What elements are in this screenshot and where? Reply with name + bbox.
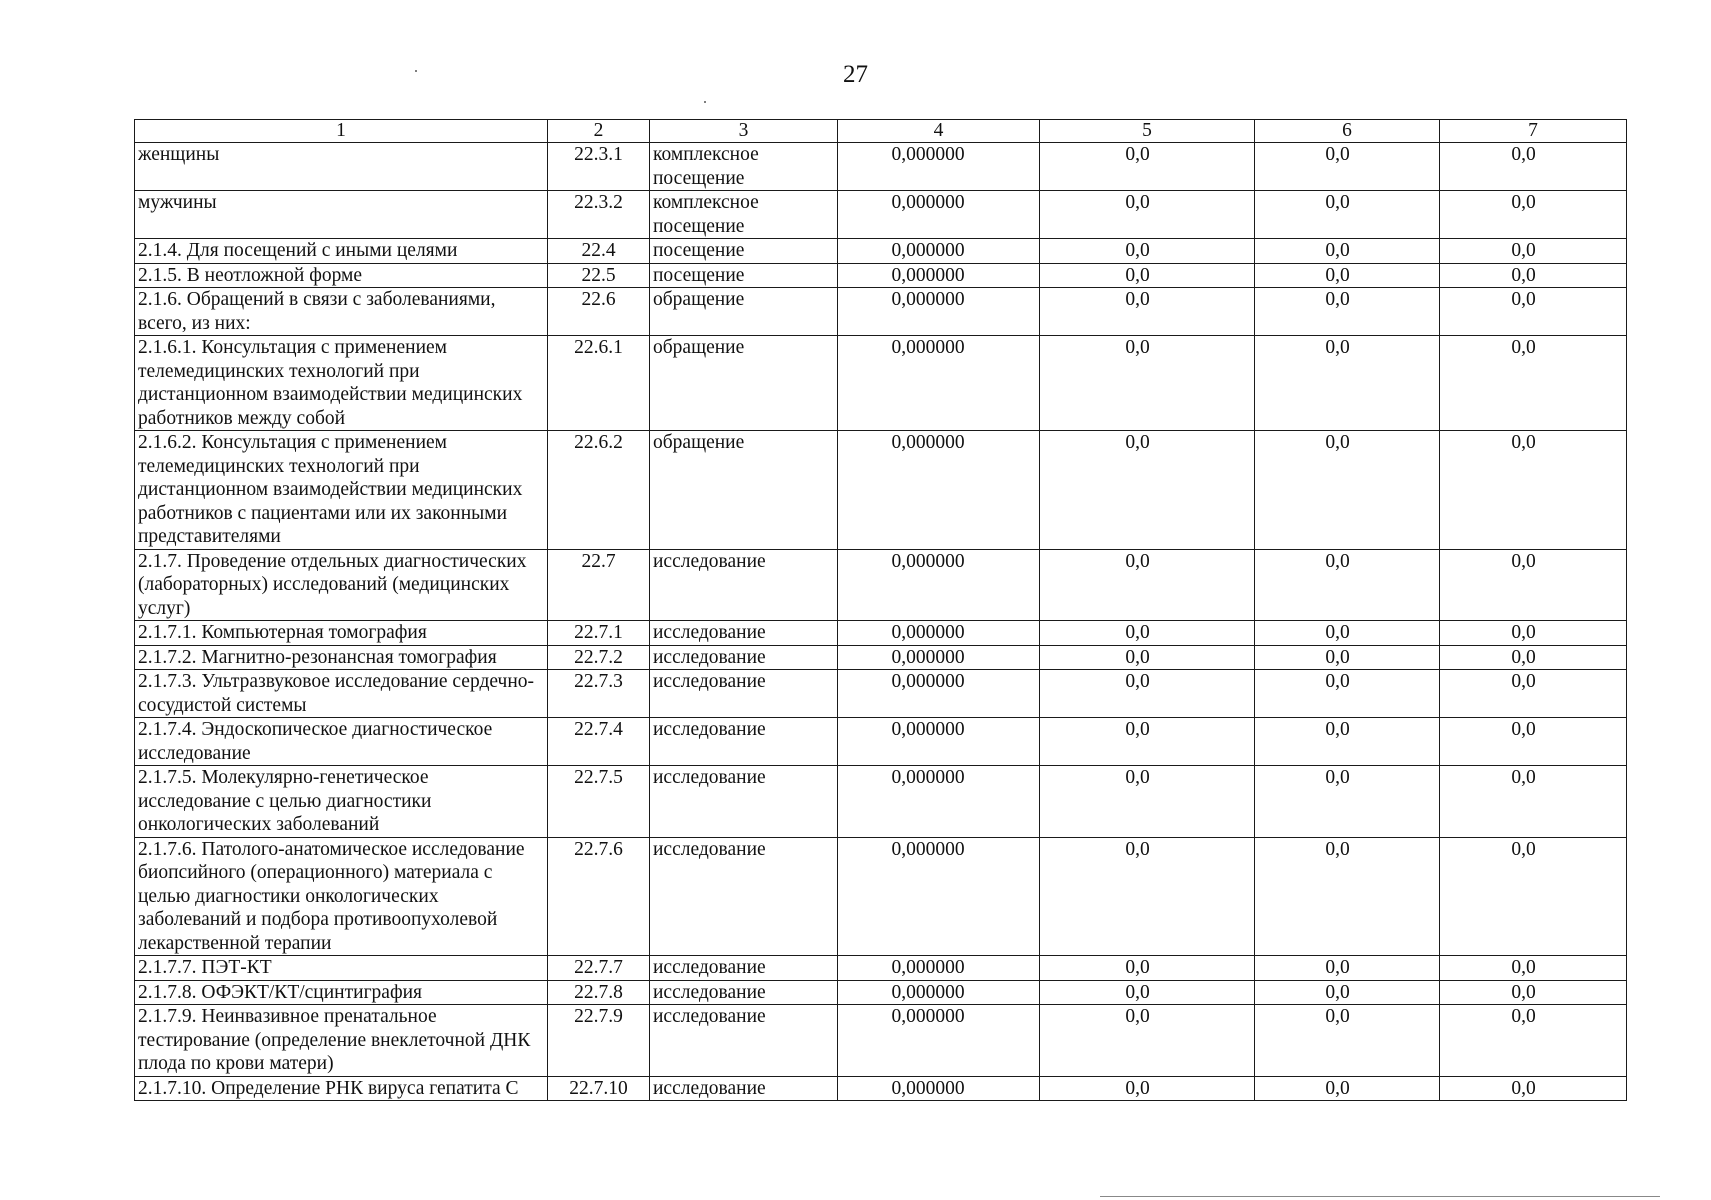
row-name: 2.1.7.1. Компьютерная томография <box>135 621 548 646</box>
row-value-col5: 0,0 <box>1040 143 1255 191</box>
row-value-col6: 0,0 <box>1255 621 1440 646</box>
row-name: 2.1.7.4. Эндоскопическое диагностическое исследование <box>135 718 548 766</box>
column-header: 7 <box>1440 120 1627 143</box>
row-unit: комплексное посещение <box>650 191 838 239</box>
row-unit: исследование <box>650 549 838 621</box>
row-value-col7: 0,0 <box>1440 837 1627 956</box>
row-value-col5: 0,0 <box>1040 837 1255 956</box>
row-value-col7: 0,0 <box>1440 1076 1627 1101</box>
row-value-col4: 0,000000 <box>838 956 1040 981</box>
row-code: 22.3.2 <box>548 191 650 239</box>
row-value-col6: 0,0 <box>1255 143 1440 191</box>
row-code: 22.7 <box>548 549 650 621</box>
table-row <box>135 143 1627 191</box>
row-value-col4: 0,000000 <box>838 670 1040 718</box>
row-name: 2.1.7.5. Молекулярно-генетическое исследование с целью диагностики онкологических заболеваний <box>135 766 548 838</box>
row-unit: исследование <box>650 980 838 1005</box>
column-header: 2 <box>548 120 650 143</box>
row-code: 22.7.4 <box>548 718 650 766</box>
row-name: 2.1.7.6. Патолого-анатомическое исследование биопсийного (операционного) материала с целью диагностики онкологических заболеваний и подбора противоопухолевой лекарственной терапии <box>135 837 548 956</box>
data-table <box>134 119 1627 1101</box>
row-value-col6: 0,0 <box>1255 645 1440 670</box>
row-value-col5: 0,0 <box>1040 718 1255 766</box>
row-unit: исследование <box>650 837 838 956</box>
row-value-col6: 0,0 <box>1255 766 1440 838</box>
row-value-col4: 0,000000 <box>838 645 1040 670</box>
row-code: 22.7.2 <box>548 645 650 670</box>
row-value-col5: 0,0 <box>1040 670 1255 718</box>
row-name: женщины <box>135 143 548 191</box>
row-value-col7: 0,0 <box>1440 645 1627 670</box>
row-value-col7: 0,0 <box>1440 336 1627 431</box>
row-value-col7: 0,0 <box>1440 263 1627 288</box>
column-header: 6 <box>1255 120 1440 143</box>
row-value-col7: 0,0 <box>1440 143 1627 191</box>
table-row <box>135 431 1627 550</box>
table-row <box>135 549 1627 621</box>
column-header: 3 <box>650 120 838 143</box>
row-code: 22.7.7 <box>548 956 650 981</box>
table-row <box>135 837 1627 956</box>
column-header: 5 <box>1040 120 1255 143</box>
row-value-col7: 0,0 <box>1440 288 1627 336</box>
row-value-col7: 0,0 <box>1440 1005 1627 1077</box>
table-row <box>135 288 1627 336</box>
row-name: 2.1.7.9. Неинвазивное пренатальное тестирование (определение внеклеточной ДНК плода по крови матери) <box>135 1005 548 1077</box>
row-code: 22.7.6 <box>548 837 650 956</box>
row-name: 2.1.6.1. Консультация с применением телемедицинских технологий при дистанционном взаимодействии медицинских работников между собой <box>135 336 548 431</box>
row-name: 2.1.7.3. Ультразвуковое исследование сердечно-сосудистой системы <box>135 670 548 718</box>
row-value-col5: 0,0 <box>1040 288 1255 336</box>
row-unit: исследование <box>650 1076 838 1101</box>
row-unit: исследование <box>650 645 838 670</box>
row-name: 2.1.5. В неотложной форме <box>135 263 548 288</box>
row-value-col7: 0,0 <box>1440 718 1627 766</box>
header-row <box>135 120 1627 143</box>
row-value-col7: 0,0 <box>1440 191 1627 239</box>
row-name: 2.1.6. Обращений в связи с заболеваниями, всего, из них: <box>135 288 548 336</box>
row-code: 22.7.9 <box>548 1005 650 1077</box>
table-row <box>135 336 1627 431</box>
row-code: 22.7.10 <box>548 1076 650 1101</box>
table-row <box>135 1076 1627 1101</box>
table-row <box>135 766 1627 838</box>
row-name: 2.1.7.7. ПЭТ-КТ <box>135 956 548 981</box>
row-unit: исследование <box>650 670 838 718</box>
row-value-col4: 0,000000 <box>838 1076 1040 1101</box>
row-value-col6: 0,0 <box>1255 837 1440 956</box>
row-value-col4: 0,000000 <box>838 837 1040 956</box>
row-unit: исследование <box>650 1005 838 1077</box>
row-value-col7: 0,0 <box>1440 670 1627 718</box>
row-value-col7: 0,0 <box>1440 766 1627 838</box>
row-code: 22.5 <box>548 263 650 288</box>
row-value-col4: 0,000000 <box>838 263 1040 288</box>
page-number: 27 <box>843 61 868 88</box>
scan-speck <box>415 70 417 72</box>
column-header: 1 <box>135 120 548 143</box>
row-value-col4: 0,000000 <box>838 431 1040 550</box>
row-value-col4: 0,000000 <box>838 718 1040 766</box>
table-row <box>135 956 1627 981</box>
row-value-col5: 0,0 <box>1040 621 1255 646</box>
row-value-col4: 0,000000 <box>838 288 1040 336</box>
row-value-col4: 0,000000 <box>838 766 1040 838</box>
table-row <box>135 718 1627 766</box>
row-value-col4: 0,000000 <box>838 239 1040 264</box>
row-name: 2.1.4. Для посещений с иными целями <box>135 239 548 264</box>
scan-speck <box>704 101 706 103</box>
row-value-col5: 0,0 <box>1040 191 1255 239</box>
row-code: 22.6.1 <box>548 336 650 431</box>
row-value-col7: 0,0 <box>1440 980 1627 1005</box>
row-value-col4: 0,000000 <box>838 143 1040 191</box>
table-row <box>135 645 1627 670</box>
row-value-col7: 0,0 <box>1440 431 1627 550</box>
row-value-col4: 0,000000 <box>838 980 1040 1005</box>
row-value-col6: 0,0 <box>1255 239 1440 264</box>
row-value-col4: 0,000000 <box>838 1005 1040 1077</box>
row-name: 2.1.6.2. Консультация с применением телемедицинских технологий при дистанционном взаимодействии медицинских работников с пациентами или их законными представителями <box>135 431 548 550</box>
table-row <box>135 191 1627 239</box>
row-name: мужчины <box>135 191 548 239</box>
row-value-col5: 0,0 <box>1040 1076 1255 1101</box>
row-code: 22.7.1 <box>548 621 650 646</box>
row-value-col5: 0,0 <box>1040 263 1255 288</box>
row-value-col6: 0,0 <box>1255 670 1440 718</box>
table-row <box>135 670 1627 718</box>
table-row <box>135 980 1627 1005</box>
row-value-col5: 0,0 <box>1040 1005 1255 1077</box>
row-code: 22.6 <box>548 288 650 336</box>
row-value-col5: 0,0 <box>1040 956 1255 981</box>
row-value-col6: 0,0 <box>1255 288 1440 336</box>
row-value-col7: 0,0 <box>1440 956 1627 981</box>
row-value-col6: 0,0 <box>1255 191 1440 239</box>
row-unit: обращение <box>650 431 838 550</box>
row-value-col4: 0,000000 <box>838 549 1040 621</box>
row-code: 22.7.3 <box>548 670 650 718</box>
row-unit: комплексное посещение <box>650 143 838 191</box>
row-unit: исследование <box>650 621 838 646</box>
table-row <box>135 263 1627 288</box>
row-code: 22.7.8 <box>548 980 650 1005</box>
row-name: 2.1.7.2. Магнитно-резонансная томография <box>135 645 548 670</box>
row-value-col5: 0,0 <box>1040 336 1255 431</box>
row-value-col5: 0,0 <box>1040 549 1255 621</box>
row-value-col4: 0,000000 <box>838 191 1040 239</box>
row-value-col6: 0,0 <box>1255 263 1440 288</box>
row-unit: обращение <box>650 336 838 431</box>
row-value-col6: 0,0 <box>1255 336 1440 431</box>
row-value-col5: 0,0 <box>1040 431 1255 550</box>
row-value-col5: 0,0 <box>1040 766 1255 838</box>
column-header: 4 <box>838 120 1040 143</box>
row-value-col7: 0,0 <box>1440 549 1627 621</box>
row-unit: исследование <box>650 766 838 838</box>
row-unit: посещение <box>650 239 838 264</box>
row-value-col7: 0,0 <box>1440 621 1627 646</box>
row-code: 22.4 <box>548 239 650 264</box>
row-unit: исследование <box>650 718 838 766</box>
row-value-col5: 0,0 <box>1040 645 1255 670</box>
row-value-col6: 0,0 <box>1255 431 1440 550</box>
row-value-col5: 0,0 <box>1040 239 1255 264</box>
row-value-col6: 0,0 <box>1255 956 1440 981</box>
row-value-col5: 0,0 <box>1040 980 1255 1005</box>
footer-rule <box>1100 1196 1660 1197</box>
row-value-col4: 0,000000 <box>838 336 1040 431</box>
row-name: 2.1.7.10. Определение РНК вируса гепатита С <box>135 1076 548 1101</box>
table-row <box>135 621 1627 646</box>
row-code: 22.6.2 <box>548 431 650 550</box>
row-value-col7: 0,0 <box>1440 239 1627 264</box>
row-unit: посещение <box>650 263 838 288</box>
table-row <box>135 1005 1627 1077</box>
row-name: 2.1.7.8. ОФЭКТ/КТ/сцинтиграфия <box>135 980 548 1005</box>
row-code: 22.7.5 <box>548 766 650 838</box>
row-code: 22.3.1 <box>548 143 650 191</box>
row-value-col6: 0,0 <box>1255 1076 1440 1101</box>
row-name: 2.1.7. Проведение отдельных диагностических (лабораторных) исследований (медицинских услуг) <box>135 549 548 621</box>
row-value-col4: 0,000000 <box>838 621 1040 646</box>
row-value-col6: 0,0 <box>1255 980 1440 1005</box>
row-value-col6: 0,0 <box>1255 718 1440 766</box>
row-unit: обращение <box>650 288 838 336</box>
row-value-col6: 0,0 <box>1255 1005 1440 1077</box>
row-unit: исследование <box>650 956 838 981</box>
row-value-col6: 0,0 <box>1255 549 1440 621</box>
table-row <box>135 239 1627 264</box>
